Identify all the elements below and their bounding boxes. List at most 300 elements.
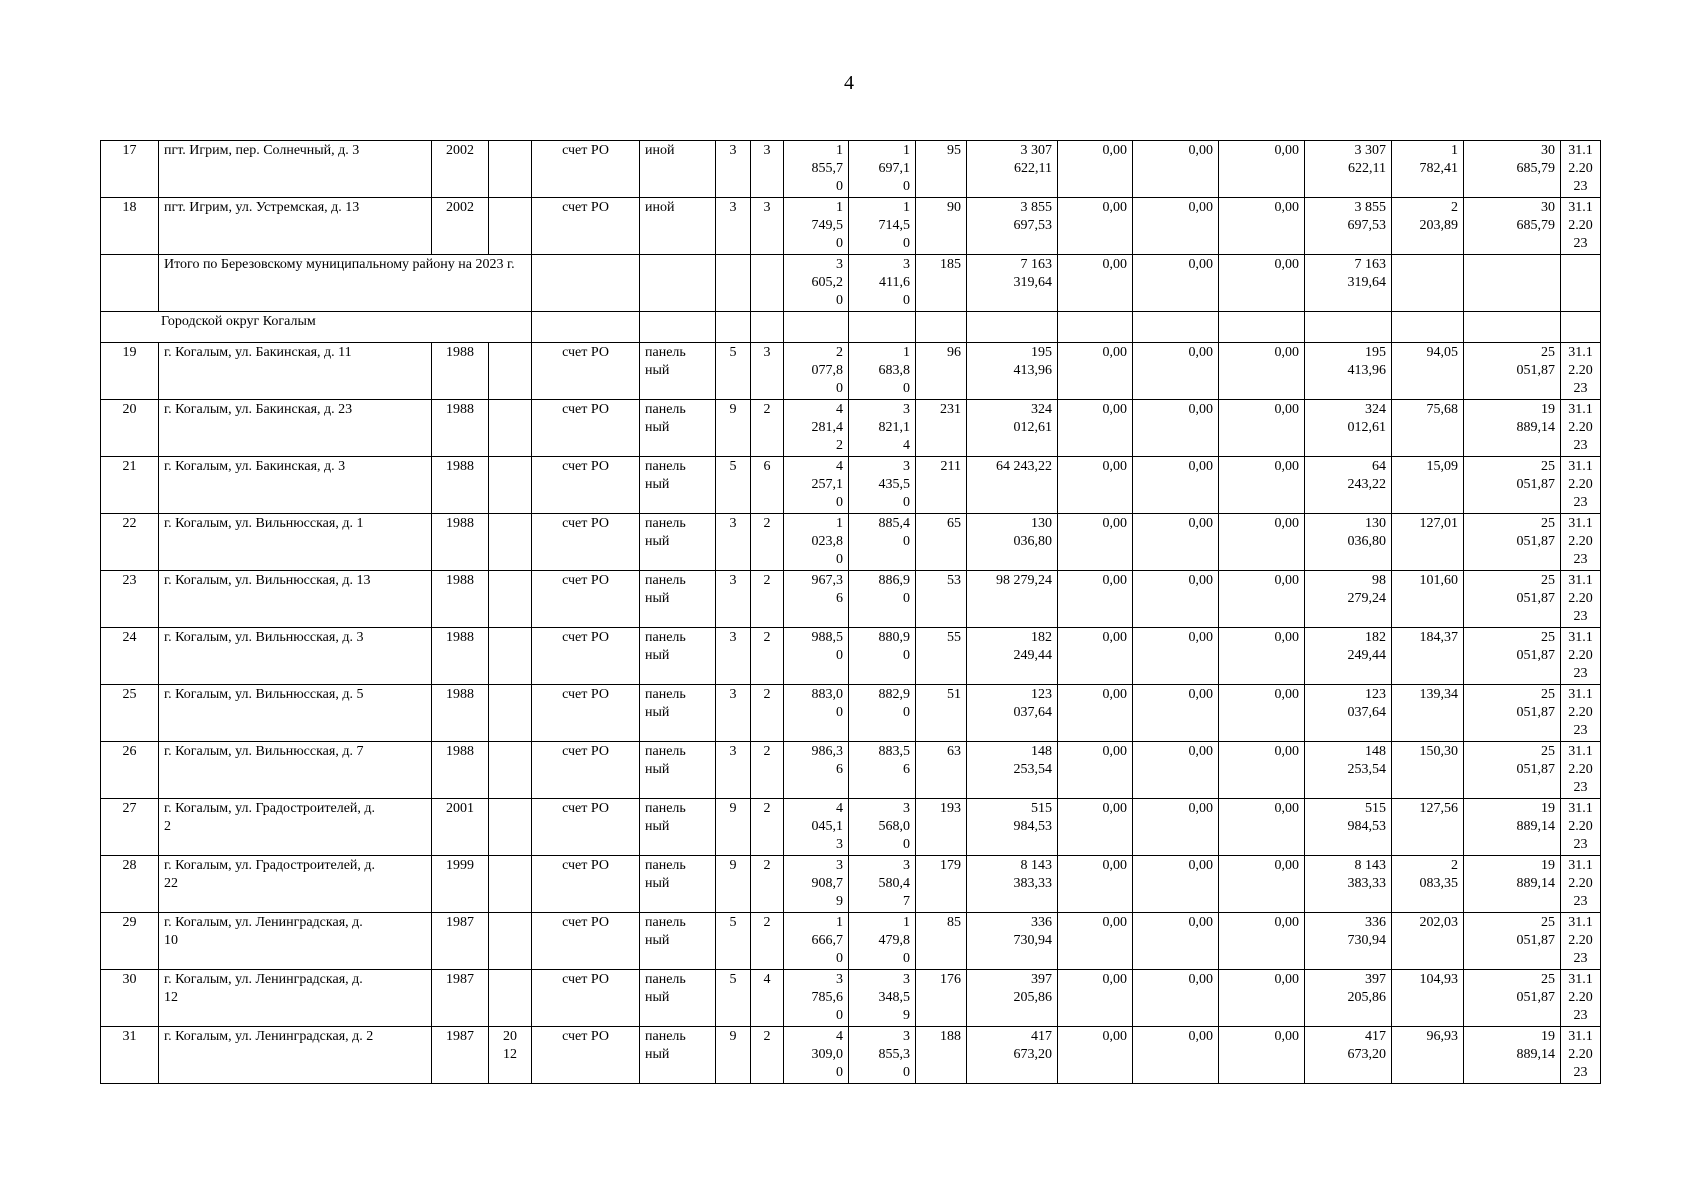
floors-cell: 5 bbox=[716, 457, 751, 514]
address-cell: г. Когалым, ул. Градостроителей, д. 2 bbox=[159, 799, 432, 856]
local-funds-cell: 0,00 bbox=[1219, 400, 1305, 457]
year-built-cell: 1988 bbox=[432, 571, 489, 628]
local-funds-cell: 0,00 bbox=[1219, 1027, 1305, 1084]
total-area-cell: 986,3 6 bbox=[784, 742, 849, 799]
address-cell: г. Когалым, ул. Ленинградская, д. 10 bbox=[159, 913, 432, 970]
empty-cell bbox=[916, 312, 967, 343]
fund-method-cell: счет РО bbox=[532, 514, 640, 571]
unit-limit-cell: 30 685,79 bbox=[1464, 198, 1561, 255]
unit-cost-cell: 202,03 bbox=[1392, 913, 1464, 970]
unit-limit-cell: 25 051,87 bbox=[1464, 913, 1561, 970]
address-cell: г. Когалым, ул. Ленинградская, д. 12 bbox=[159, 970, 432, 1027]
local-funds-cell: 0,00 bbox=[1219, 198, 1305, 255]
total-cost-cell: 64 243,22 bbox=[967, 457, 1058, 514]
completion-date-cell: 31.1 2.20 23 bbox=[1561, 1027, 1601, 1084]
owners-funds-cell: 8 143 383,33 bbox=[1305, 856, 1392, 913]
federal-funds-cell: 0,00 bbox=[1058, 799, 1133, 856]
last-repair-year-cell bbox=[489, 856, 532, 913]
owners-funds-cell: 123 037,64 bbox=[1305, 685, 1392, 742]
local-funds-cell: 0,00 bbox=[1219, 970, 1305, 1027]
residents-cell: 85 bbox=[916, 913, 967, 970]
fund-method-cell: счет РО bbox=[532, 913, 640, 970]
wall-material-cell: панель ный bbox=[640, 685, 716, 742]
unit-cost-cell: 1 782,41 bbox=[1392, 141, 1464, 198]
total-area-cell: 4 309,0 0 bbox=[784, 1027, 849, 1084]
completion-date-cell: 31.1 2.20 23 bbox=[1561, 514, 1601, 571]
address-cell: г. Когалым, ул. Вильнюсская, д. 3 bbox=[159, 628, 432, 685]
wall-material-cell: панель ный bbox=[640, 742, 716, 799]
living-area-cell: 885,4 0 bbox=[849, 514, 916, 571]
completion-date-cell: 31.1 2.20 23 bbox=[1561, 799, 1601, 856]
unit-limit-cell: 19 889,14 bbox=[1464, 1027, 1561, 1084]
unit-limit-cell: 25 051,87 bbox=[1464, 457, 1561, 514]
total-area-cell: 4 281,4 2 bbox=[784, 400, 849, 457]
row-number: 24 bbox=[101, 628, 159, 685]
fund-method-cell: счет РО bbox=[532, 970, 640, 1027]
last-repair-year-cell: 20 12 bbox=[489, 1027, 532, 1084]
completion-date-cell: 31.1 2.20 23 bbox=[1561, 457, 1601, 514]
entrances-cell: 2 bbox=[751, 514, 784, 571]
local-funds-cell: 0,00 bbox=[1219, 742, 1305, 799]
living-area-cell: 1 683,8 0 bbox=[849, 343, 916, 400]
table-row bbox=[101, 628, 1601, 685]
federal-funds-cell: 0,00 bbox=[1058, 400, 1133, 457]
floors-cell: 9 bbox=[716, 856, 751, 913]
living-area-cell: 1 479,8 0 bbox=[849, 913, 916, 970]
entrances-cell: 4 bbox=[751, 970, 784, 1027]
row-number: 27 bbox=[101, 799, 159, 856]
total-area-cell: 883,0 0 bbox=[784, 685, 849, 742]
total-area-cell: 1 666,7 0 bbox=[784, 913, 849, 970]
year-built-cell: 1988 bbox=[432, 742, 489, 799]
regional-funds-cell: 0,00 bbox=[1133, 343, 1219, 400]
table-row bbox=[101, 685, 1601, 742]
residents-cell: 90 bbox=[916, 198, 967, 255]
floors-cell: 3 bbox=[716, 514, 751, 571]
total-area-cell: 1 855,7 0 bbox=[784, 141, 849, 198]
year-built-cell: 1988 bbox=[432, 628, 489, 685]
wall-material-cell: панель ный bbox=[640, 628, 716, 685]
regional-funds-cell: 0,00 bbox=[1133, 571, 1219, 628]
regional-funds-cell: 0,00 bbox=[1133, 856, 1219, 913]
local-funds-cell: 0,00 bbox=[1219, 799, 1305, 856]
year-built-cell: 1988 bbox=[432, 400, 489, 457]
federal-funds-cell: 0,00 bbox=[1058, 343, 1133, 400]
last-repair-year-cell bbox=[489, 913, 532, 970]
floors-cell: 3 bbox=[716, 198, 751, 255]
residents-cell: 231 bbox=[916, 400, 967, 457]
regional-funds-cell: 0,00 bbox=[1133, 514, 1219, 571]
year-built-cell: 1988 bbox=[432, 457, 489, 514]
last-repair-year-cell bbox=[489, 799, 532, 856]
row-number: 17 bbox=[101, 141, 159, 198]
residents-cell: 179 bbox=[916, 856, 967, 913]
residents-cell: 96 bbox=[916, 343, 967, 400]
fund-method-cell: счет РО bbox=[532, 685, 640, 742]
wall-material-cell: панель ный bbox=[640, 913, 716, 970]
local-funds-cell: 0,00 bbox=[1219, 514, 1305, 571]
empty-cell bbox=[532, 255, 640, 312]
row-number: 31 bbox=[101, 1027, 159, 1084]
total-cost-cell: 515 984,53 bbox=[967, 799, 1058, 856]
last-repair-year-cell bbox=[489, 343, 532, 400]
last-repair-year-cell bbox=[489, 571, 532, 628]
local-funds-cell: 0,00 bbox=[1219, 457, 1305, 514]
address-cell: г. Когалым, ул. Вильнюсская, д. 1 bbox=[159, 514, 432, 571]
federal-funds-cell: 0,00 bbox=[1058, 1027, 1133, 1084]
address-cell: г. Когалым, ул. Вильнюсская, д. 5 bbox=[159, 685, 432, 742]
housing-repair-table bbox=[100, 140, 1601, 1084]
local-funds-cell: 0,00 bbox=[1219, 685, 1305, 742]
total-cost-cell: 336 730,94 bbox=[967, 913, 1058, 970]
empty-cell bbox=[1464, 255, 1561, 312]
empty-cell bbox=[1305, 312, 1392, 343]
year-built-cell: 1987 bbox=[432, 1027, 489, 1084]
total-cost-cell: 324 012,61 bbox=[967, 400, 1058, 457]
living-area-cell: 1 714,5 0 bbox=[849, 198, 916, 255]
row-number: 30 bbox=[101, 970, 159, 1027]
page-number: 4 bbox=[844, 72, 854, 94]
completion-date-cell: 31.1 2.20 23 bbox=[1561, 198, 1601, 255]
address-cell: г. Когалым, ул. Градостроителей, д. 22 bbox=[159, 856, 432, 913]
entrances-cell: 3 bbox=[751, 198, 784, 255]
living-area-cell: 3 580,4 7 bbox=[849, 856, 916, 913]
federal-funds-cell: 0,00 bbox=[1058, 970, 1133, 1027]
residents-cell: 185 bbox=[916, 255, 967, 312]
entrances-cell: 2 bbox=[751, 1027, 784, 1084]
floors-cell: 3 bbox=[716, 571, 751, 628]
owners-funds-cell: 130 036,80 bbox=[1305, 514, 1392, 571]
row-number: 20 bbox=[101, 400, 159, 457]
unit-limit-cell: 25 051,87 bbox=[1464, 343, 1561, 400]
floors-cell: 3 bbox=[716, 628, 751, 685]
row-number: 19 bbox=[101, 343, 159, 400]
total-cost-cell: 123 037,64 bbox=[967, 685, 1058, 742]
subtotal-label: Итого по Березовскому муниципальному району на 2023 г. bbox=[159, 255, 532, 312]
federal-funds-cell: 0,00 bbox=[1058, 514, 1133, 571]
year-built-cell: 1987 bbox=[432, 913, 489, 970]
regional-funds-cell: 0,00 bbox=[1133, 685, 1219, 742]
fund-method-cell: счет РО bbox=[532, 571, 640, 628]
empty-cell bbox=[1392, 312, 1464, 343]
fund-method-cell: счет РО bbox=[532, 856, 640, 913]
unit-limit-cell: 30 685,79 bbox=[1464, 141, 1561, 198]
entrances-cell: 2 bbox=[751, 400, 784, 457]
unit-limit-cell: 25 051,87 bbox=[1464, 742, 1561, 799]
floors-cell: 9 bbox=[716, 400, 751, 457]
fund-method-cell: счет РО bbox=[532, 457, 640, 514]
row-number: 29 bbox=[101, 913, 159, 970]
year-built-cell: 2002 bbox=[432, 141, 489, 198]
local-funds-cell: 0,00 bbox=[1219, 628, 1305, 685]
floors-cell: 3 bbox=[716, 141, 751, 198]
living-area-cell: 1 697,1 0 bbox=[849, 141, 916, 198]
total-area-cell: 3 785,6 0 bbox=[784, 970, 849, 1027]
unit-cost-cell: 184,37 bbox=[1392, 628, 1464, 685]
unit-cost-cell: 101,60 bbox=[1392, 571, 1464, 628]
floors-cell: 5 bbox=[716, 343, 751, 400]
total-cost-cell: 8 143 383,33 bbox=[967, 856, 1058, 913]
last-repair-year-cell bbox=[489, 141, 532, 198]
completion-date-cell: 31.1 2.20 23 bbox=[1561, 400, 1601, 457]
unit-limit-cell: 25 051,87 bbox=[1464, 628, 1561, 685]
year-built-cell: 2001 bbox=[432, 799, 489, 856]
table-row bbox=[101, 198, 1601, 255]
federal-funds-cell: 0,00 bbox=[1058, 685, 1133, 742]
year-built-cell: 1988 bbox=[432, 343, 489, 400]
entrances-cell: 3 bbox=[751, 141, 784, 198]
federal-funds-cell: 0,00 bbox=[1058, 628, 1133, 685]
local-funds-cell: 0,00 bbox=[1219, 343, 1305, 400]
entrances-cell: 2 bbox=[751, 742, 784, 799]
table-row bbox=[101, 970, 1601, 1027]
empty-cell bbox=[849, 312, 916, 343]
last-repair-year-cell bbox=[489, 400, 532, 457]
floors-cell: 9 bbox=[716, 799, 751, 856]
living-area-cell: 3 821,1 4 bbox=[849, 400, 916, 457]
address-cell: г. Когалым, ул. Вильнюсская, д. 13 bbox=[159, 571, 432, 628]
unit-cost-cell: 94,05 bbox=[1392, 343, 1464, 400]
residents-cell: 55 bbox=[916, 628, 967, 685]
last-repair-year-cell bbox=[489, 742, 532, 799]
address-cell: г. Когалым, ул. Бакинская, д. 11 bbox=[159, 343, 432, 400]
wall-material-cell: панель ный bbox=[640, 343, 716, 400]
residents-cell: 51 bbox=[916, 685, 967, 742]
fund-method-cell: счет РО bbox=[532, 799, 640, 856]
total-area-cell: 988,5 0 bbox=[784, 628, 849, 685]
fund-method-cell: счет РО bbox=[532, 141, 640, 198]
unit-cost-cell: 75,68 bbox=[1392, 400, 1464, 457]
wall-material-cell: иной bbox=[640, 198, 716, 255]
entrances-cell: 2 bbox=[751, 856, 784, 913]
row-number: 26 bbox=[101, 742, 159, 799]
regional-funds-cell: 0,00 bbox=[1133, 457, 1219, 514]
fund-method-cell: счет РО bbox=[532, 198, 640, 255]
address-cell: пгт. Игрим, пер. Солнечный, д. 3 bbox=[159, 141, 432, 198]
unit-cost-cell: 150,30 bbox=[1392, 742, 1464, 799]
federal-funds-cell: 0,00 bbox=[1058, 913, 1133, 970]
owners-funds-cell: 3 307 622,11 bbox=[1305, 141, 1392, 198]
address-cell: пгт. Игрим, ул. Устремская, д. 13 bbox=[159, 198, 432, 255]
empty-cell bbox=[751, 312, 784, 343]
table-row bbox=[101, 514, 1601, 571]
owners-funds-cell: 98 279,24 bbox=[1305, 571, 1392, 628]
completion-date-cell: 31.1 2.20 23 bbox=[1561, 343, 1601, 400]
empty-cell bbox=[1464, 312, 1561, 343]
entrances-cell: 6 bbox=[751, 457, 784, 514]
empty-cell bbox=[1392, 255, 1464, 312]
floors-cell: 9 bbox=[716, 1027, 751, 1084]
wall-material-cell: панель ный bbox=[640, 856, 716, 913]
empty-cell bbox=[1133, 312, 1219, 343]
empty-cell bbox=[101, 255, 159, 312]
wall-material-cell: панель ный bbox=[640, 400, 716, 457]
table-row bbox=[101, 856, 1601, 913]
regional-funds-cell: 0,00 bbox=[1133, 1027, 1219, 1084]
owners-funds-cell: 336 730,94 bbox=[1305, 913, 1392, 970]
regional-funds-cell: 0,00 bbox=[1133, 628, 1219, 685]
table-row bbox=[101, 742, 1601, 799]
entrances-cell: 2 bbox=[751, 571, 784, 628]
total-cost-cell: 130 036,80 bbox=[967, 514, 1058, 571]
total-area-cell: 1 749,5 0 bbox=[784, 198, 849, 255]
completion-date-cell: 31.1 2.20 23 bbox=[1561, 141, 1601, 198]
completion-date-cell: 31.1 2.20 23 bbox=[1561, 685, 1601, 742]
regional-funds-cell: 0,00 bbox=[1133, 970, 1219, 1027]
last-repair-year-cell bbox=[489, 514, 532, 571]
address-cell: г. Когалым, ул. Вильнюсская, д. 7 bbox=[159, 742, 432, 799]
local-funds-cell: 0,00 bbox=[1219, 255, 1305, 312]
living-area-cell: 3 855,3 0 bbox=[849, 1027, 916, 1084]
living-area-cell: 882,9 0 bbox=[849, 685, 916, 742]
regional-funds-cell: 0,00 bbox=[1133, 799, 1219, 856]
regional-funds-cell: 0,00 bbox=[1133, 141, 1219, 198]
fund-method-cell: счет РО bbox=[532, 628, 640, 685]
federal-funds-cell: 0,00 bbox=[1058, 856, 1133, 913]
completion-date-cell: 31.1 2.20 23 bbox=[1561, 628, 1601, 685]
table-row bbox=[101, 141, 1601, 198]
address-cell: г. Когалым, ул. Бакинская, д. 3 bbox=[159, 457, 432, 514]
owners-funds-cell: 324 012,61 bbox=[1305, 400, 1392, 457]
unit-cost-cell: 127,01 bbox=[1392, 514, 1464, 571]
wall-material-cell: панель ный bbox=[640, 457, 716, 514]
empty-cell bbox=[640, 255, 716, 312]
unit-limit-cell: 25 051,87 bbox=[1464, 514, 1561, 571]
fund-method-cell: счет РО bbox=[532, 742, 640, 799]
empty-cell bbox=[967, 312, 1058, 343]
unit-limit-cell: 25 051,87 bbox=[1464, 685, 1561, 742]
unit-cost-cell: 15,09 bbox=[1392, 457, 1464, 514]
unit-limit-cell: 25 051,87 bbox=[1464, 970, 1561, 1027]
owners-funds-cell: 417 673,20 bbox=[1305, 1027, 1392, 1084]
last-repair-year-cell bbox=[489, 685, 532, 742]
empty-cell bbox=[784, 312, 849, 343]
wall-material-cell: панель ный bbox=[640, 799, 716, 856]
entrances-cell: 2 bbox=[751, 799, 784, 856]
total-area-cell: 3 605,2 0 bbox=[784, 255, 849, 312]
wall-material-cell: иной bbox=[640, 141, 716, 198]
group-header-row bbox=[101, 312, 1601, 343]
completion-date-cell: 31.1 2.20 23 bbox=[1561, 856, 1601, 913]
entrances-cell: 2 bbox=[751, 628, 784, 685]
regional-funds-cell: 0,00 bbox=[1133, 400, 1219, 457]
federal-funds-cell: 0,00 bbox=[1058, 198, 1133, 255]
regional-funds-cell: 0,00 bbox=[1133, 255, 1219, 312]
year-built-cell: 1988 bbox=[432, 685, 489, 742]
unit-limit-cell: 19 889,14 bbox=[1464, 400, 1561, 457]
unit-cost-cell: 127,56 bbox=[1392, 799, 1464, 856]
unit-cost-cell: 96,93 bbox=[1392, 1027, 1464, 1084]
empty-cell bbox=[716, 255, 751, 312]
empty-cell bbox=[1058, 312, 1133, 343]
living-area-cell: 3 348,5 9 bbox=[849, 970, 916, 1027]
federal-funds-cell: 0,00 bbox=[1058, 457, 1133, 514]
table-row bbox=[101, 457, 1601, 514]
residents-cell: 176 bbox=[916, 970, 967, 1027]
owners-funds-cell: 182 249,44 bbox=[1305, 628, 1392, 685]
living-area-cell: 883,5 6 bbox=[849, 742, 916, 799]
floors-cell: 3 bbox=[716, 742, 751, 799]
total-cost-cell: 148 253,54 bbox=[967, 742, 1058, 799]
regional-funds-cell: 0,00 bbox=[1133, 913, 1219, 970]
entrances-cell: 2 bbox=[751, 685, 784, 742]
floors-cell: 5 bbox=[716, 913, 751, 970]
owners-funds-cell: 64 243,22 bbox=[1305, 457, 1392, 514]
regional-funds-cell: 0,00 bbox=[1133, 742, 1219, 799]
unit-cost-cell: 2 203,89 bbox=[1392, 198, 1464, 255]
address-cell: г. Когалым, ул. Ленинградская, д. 2 bbox=[159, 1027, 432, 1084]
total-area-cell: 3 908,7 9 bbox=[784, 856, 849, 913]
row-number: 18 bbox=[101, 198, 159, 255]
federal-funds-cell: 0,00 bbox=[1058, 571, 1133, 628]
unit-limit-cell: 19 889,14 bbox=[1464, 856, 1561, 913]
empty-cell bbox=[532, 312, 640, 343]
local-funds-cell: 0,00 bbox=[1219, 141, 1305, 198]
residents-cell: 193 bbox=[916, 799, 967, 856]
federal-funds-cell: 0,00 bbox=[1058, 255, 1133, 312]
subtotal-row bbox=[101, 255, 1601, 312]
unit-cost-cell: 139,34 bbox=[1392, 685, 1464, 742]
total-area-cell: 4 257,1 0 bbox=[784, 457, 849, 514]
living-area-cell: 3 411,6 0 bbox=[849, 255, 916, 312]
total-cost-cell: 98 279,24 bbox=[967, 571, 1058, 628]
owners-funds-cell: 515 984,53 bbox=[1305, 799, 1392, 856]
total-cost-cell: 182 249,44 bbox=[967, 628, 1058, 685]
completion-date-cell: 31.1 2.20 23 bbox=[1561, 970, 1601, 1027]
empty-cell bbox=[640, 312, 716, 343]
total-cost-cell: 3 855 697,53 bbox=[967, 198, 1058, 255]
row-number: 23 bbox=[101, 571, 159, 628]
wall-material-cell: панель ный bbox=[640, 970, 716, 1027]
row-number: 22 bbox=[101, 514, 159, 571]
owners-funds-cell: 148 253,54 bbox=[1305, 742, 1392, 799]
local-funds-cell: 0,00 bbox=[1219, 571, 1305, 628]
empty-cell bbox=[1561, 255, 1601, 312]
last-repair-year-cell bbox=[489, 628, 532, 685]
completion-date-cell: 31.1 2.20 23 bbox=[1561, 571, 1601, 628]
owners-funds-cell: 7 163 319,64 bbox=[1305, 255, 1392, 312]
year-built-cell: 1999 bbox=[432, 856, 489, 913]
residents-cell: 188 bbox=[916, 1027, 967, 1084]
table-row bbox=[101, 343, 1601, 400]
total-area-cell: 2 077,8 0 bbox=[784, 343, 849, 400]
fund-method-cell: счет РО bbox=[532, 343, 640, 400]
empty-cell bbox=[1561, 312, 1601, 343]
total-cost-cell: 3 307 622,11 bbox=[967, 141, 1058, 198]
last-repair-year-cell bbox=[489, 970, 532, 1027]
total-cost-cell: 7 163 319,64 bbox=[967, 255, 1058, 312]
federal-funds-cell: 0,00 bbox=[1058, 141, 1133, 198]
year-built-cell: 1988 bbox=[432, 514, 489, 571]
federal-funds-cell: 0,00 bbox=[1058, 742, 1133, 799]
group-title: Городской округ Когалым bbox=[101, 312, 532, 343]
total-area-cell: 4 045,1 3 bbox=[784, 799, 849, 856]
completion-date-cell: 31.1 2.20 23 bbox=[1561, 742, 1601, 799]
local-funds-cell: 0,00 bbox=[1219, 913, 1305, 970]
residents-cell: 63 bbox=[916, 742, 967, 799]
owners-funds-cell: 3 855 697,53 bbox=[1305, 198, 1392, 255]
wall-material-cell: панель ный bbox=[640, 1027, 716, 1084]
local-funds-cell: 0,00 bbox=[1219, 856, 1305, 913]
unit-limit-cell: 19 889,14 bbox=[1464, 799, 1561, 856]
unit-cost-cell: 2 083,35 bbox=[1392, 856, 1464, 913]
residents-cell: 53 bbox=[916, 571, 967, 628]
unit-limit-cell: 25 051,87 bbox=[1464, 571, 1561, 628]
year-built-cell: 2002 bbox=[432, 198, 489, 255]
living-area-cell: 3 568,0 0 bbox=[849, 799, 916, 856]
residents-cell: 95 bbox=[916, 141, 967, 198]
table-row bbox=[101, 571, 1601, 628]
